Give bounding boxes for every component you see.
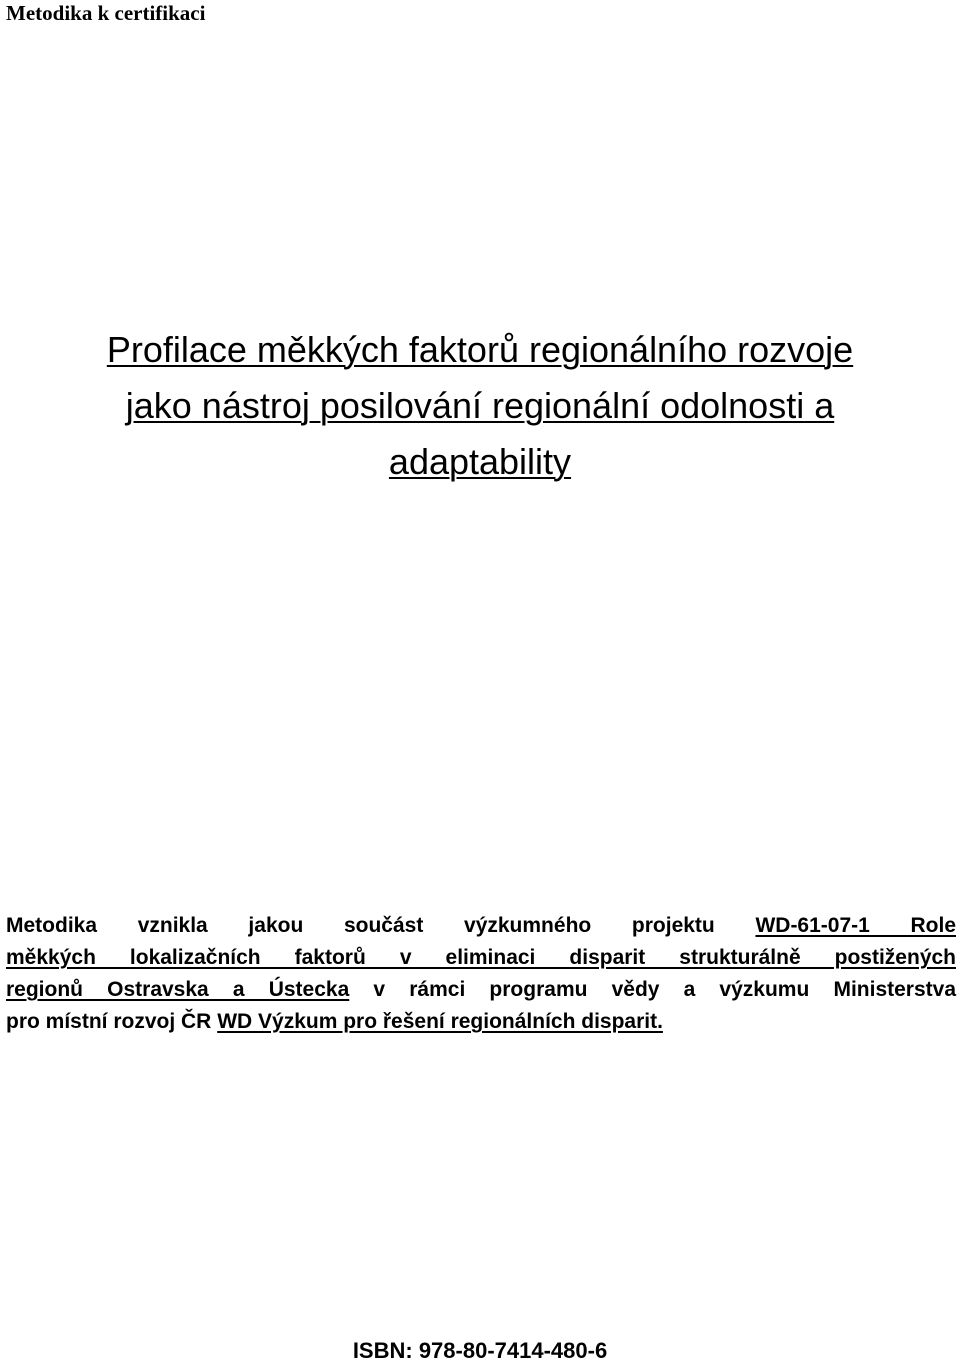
isbn-label: ISBN: 978-80-7414-480-6 <box>352 1338 608 1363</box>
title-line-1: Profilace měkkých faktorů regionálního rozvoje <box>106 329 854 370</box>
project-code-link: WD-61-07-1 Role <box>755 914 957 937</box>
title-line-3: adaptability <box>388 441 572 482</box>
description-line-3: regionů Ostravska a Ústecka v rámci programu vědy a výzkumu Ministerstva <box>6 978 956 1001</box>
document-title <box>0 322 960 490</box>
program-name-link: WD Výzkum pro řešení regionálních disparit. <box>217 1010 663 1033</box>
description-line-4: pro místní rozvoj ČR WD Výzkum pro řešení regionálních disparit. <box>6 1010 663 1033</box>
title-line-2: jako nástroj posilování regionální odolnosti a <box>125 385 835 426</box>
header-label: Metodika k certifikaci <box>6 1 206 25</box>
description-line-1: Metodika vznikla jakou součást výzkumného projektu WD-61-07-1 Role <box>6 914 957 937</box>
description-line-2: měkkých lokalizačních faktorů v eliminaci disparit strukturálně postižených <box>6 946 956 969</box>
